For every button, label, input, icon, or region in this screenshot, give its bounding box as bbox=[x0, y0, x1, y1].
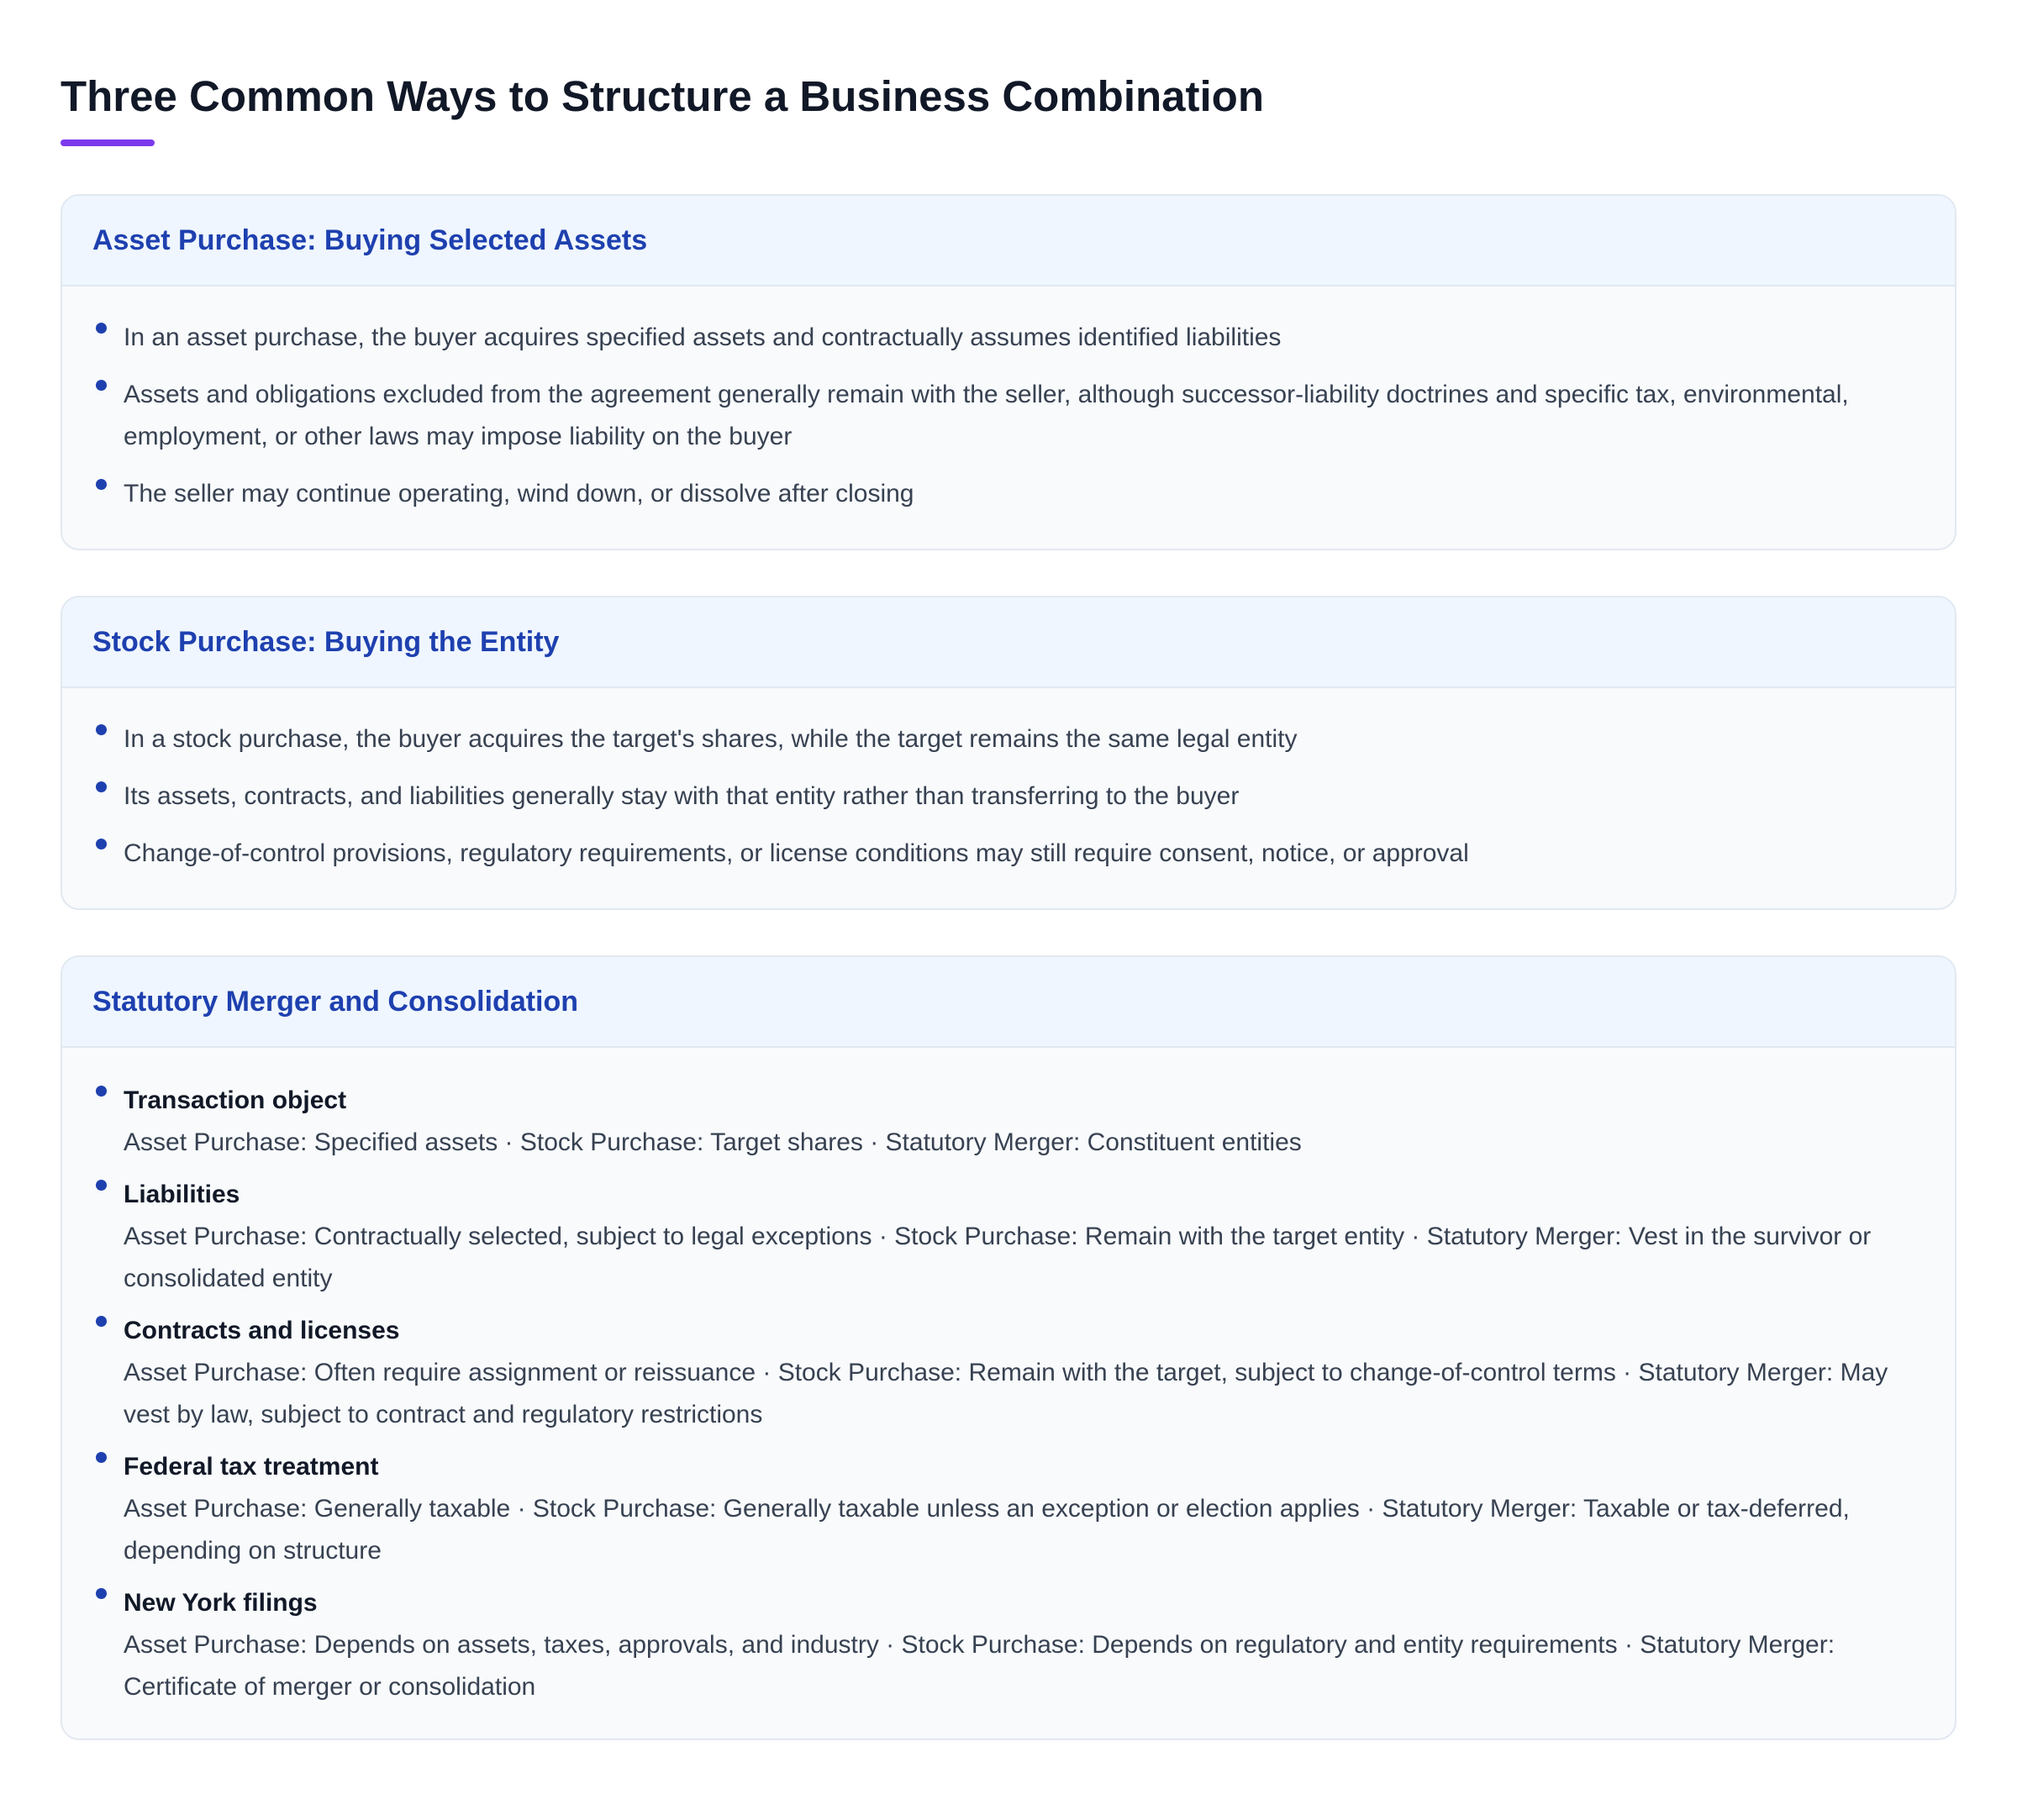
bullet-icon bbox=[96, 839, 107, 850]
card-title: Asset Purchase: Buying Selected Assets bbox=[92, 224, 648, 256]
list-item-text: Its assets, contracts, and liabilities generally stay with that entity rather than transferring to the buyer bbox=[124, 782, 1240, 810]
stock-purchase-card bbox=[61, 596, 1956, 910]
item-detail: Asset Purchase: Specified assets · Stock Purchase: Target shares · Statutory Merger: Constituent entities bbox=[124, 1128, 1302, 1156]
card-body bbox=[62, 1048, 1955, 1738]
bullet-list bbox=[92, 317, 1925, 515]
list-item bbox=[92, 317, 1925, 359]
list-item-text: Change-of-control provisions, regulatory requirements, or license conditions may still require consent, notice, or approval bbox=[124, 839, 1469, 867]
list-item-text: In an asset purchase, the buyer acquires specified assets and contractually assumes identified liabilities bbox=[124, 323, 1282, 351]
bullet-icon bbox=[96, 1180, 107, 1191]
bullet-list bbox=[92, 718, 1925, 875]
list-item bbox=[92, 1174, 1925, 1300]
card-header bbox=[62, 597, 1955, 688]
card-body bbox=[62, 688, 1955, 908]
card-header bbox=[62, 957, 1955, 1048]
item-heading: Liabilities bbox=[124, 1181, 240, 1208]
asset-purchase-card bbox=[61, 194, 1956, 550]
bullet-icon bbox=[96, 1588, 107, 1599]
bullet-icon bbox=[96, 724, 107, 735]
list-item bbox=[92, 833, 1925, 875]
item-detail: Asset Purchase: Depends on assets, taxes, approvals, and industry · Stock Purchase: Depends on regulatory and entity requirements · Statutory Merger: Certificate of merger or consolidation bbox=[124, 1631, 1835, 1701]
list-item bbox=[92, 718, 1925, 760]
page-title: Three Common Ways to Structure a Business Combination bbox=[61, 72, 1264, 120]
bullet-list bbox=[92, 1080, 1925, 1708]
bullet-icon bbox=[96, 323, 107, 334]
statutory-merger-card bbox=[61, 955, 1956, 1740]
title-underline bbox=[61, 139, 155, 146]
list-item-text: In a stock purchase, the buyer acquires the target's shares, while the target remains the same legal entity bbox=[124, 725, 1298, 753]
item-detail: Asset Purchase: Contractually selected, subject to legal exceptions · Stock Purchase: Remain with the target entity · Statutory Merger: Vest in the survivor or consolidated entity bbox=[124, 1223, 1872, 1292]
list-item bbox=[92, 776, 1925, 818]
list-item bbox=[92, 1080, 1925, 1164]
bullet-icon bbox=[96, 1316, 107, 1327]
item-heading: Federal tax treatment bbox=[124, 1453, 379, 1481]
bullet-icon bbox=[96, 380, 107, 391]
item-heading: Transaction object bbox=[124, 1086, 347, 1114]
item-detail: Asset Purchase: Generally taxable · Stock Purchase: Generally taxable unless an exception or election applies · Statutory Merger: Taxable or tax-deferred, depending on structure bbox=[124, 1495, 1850, 1565]
item-heading: Contracts and licenses bbox=[124, 1317, 400, 1344]
bullet-icon bbox=[96, 781, 107, 792]
card-body bbox=[62, 287, 1955, 549]
card-header bbox=[62, 196, 1955, 287]
list-item bbox=[92, 1310, 1925, 1436]
bullet-icon bbox=[96, 1452, 107, 1463]
item-heading: New York filings bbox=[124, 1589, 318, 1617]
list-item bbox=[92, 1582, 1925, 1708]
card-title: Statutory Merger and Consolidation bbox=[92, 985, 579, 1018]
bullet-icon bbox=[96, 1086, 107, 1097]
list-item bbox=[92, 1446, 1925, 1572]
bullet-icon bbox=[96, 479, 107, 490]
list-item-text: Assets and obligations excluded from the agreement generally remain with the seller, although successor-liability doctrines and specific tax, environmental, employment, or other laws may impose liability on the buyer bbox=[124, 381, 1849, 450]
list-item bbox=[92, 473, 1925, 515]
list-item bbox=[92, 374, 1925, 458]
item-detail: Asset Purchase: Often require assignment or reissuance · Stock Purchase: Remain with the target, subject to change-of-control terms · Statutory Merger: May vest by law, subject to contract and regulatory restrictions bbox=[124, 1359, 1888, 1428]
card-title: Stock Purchase: Buying the Entity bbox=[92, 625, 560, 658]
list-item-text: The seller may continue operating, wind down, or dissolve after closing bbox=[124, 480, 914, 508]
